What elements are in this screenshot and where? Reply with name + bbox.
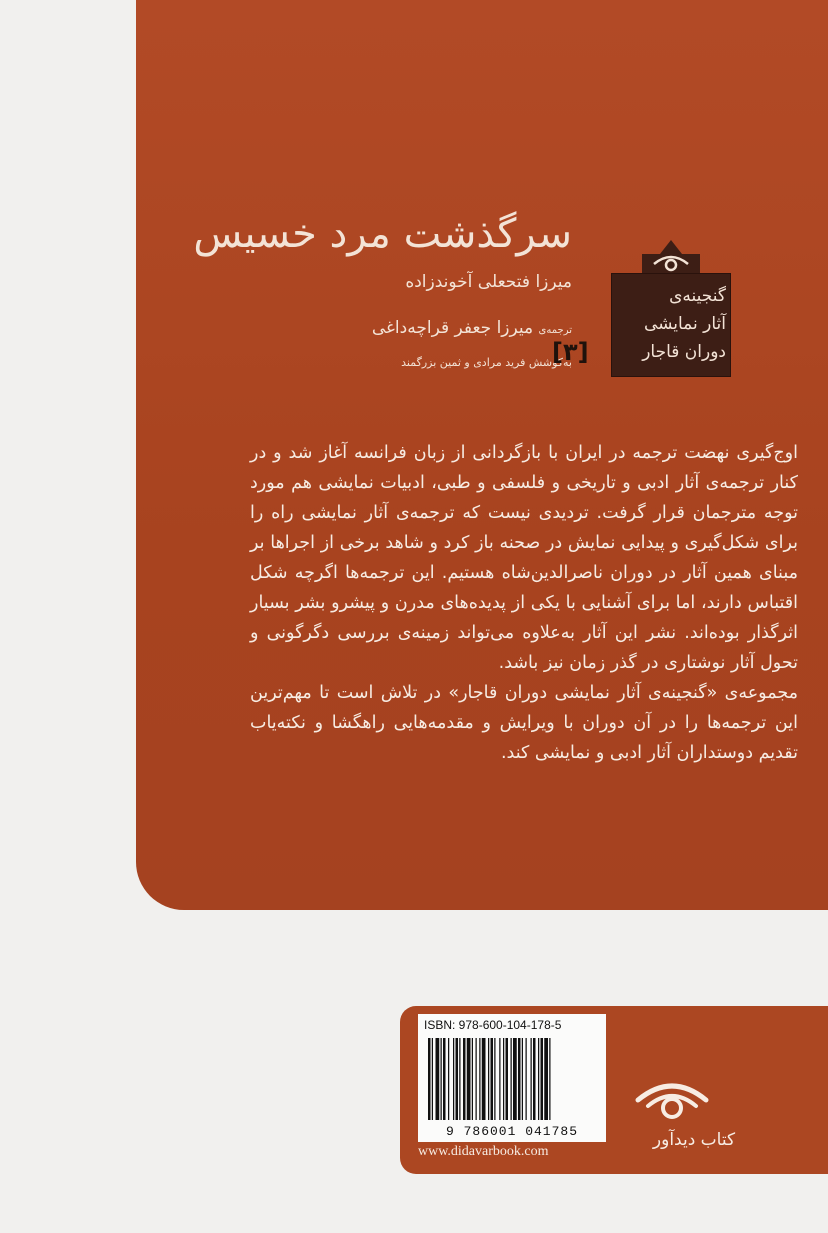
series-line-2: آثار نمایشی: [643, 314, 726, 334]
eye-logo-icon: [632, 1070, 712, 1124]
series-number: [۳]: [552, 338, 589, 366]
description-paragraph-2: مجموعه‌ی «گنجینه‌ی آثار نمایشی دوران قاجار» در تلاش است تا مهم‌ترین این ترجمه‌ها را در آن دوران با ویرایش و مقدمه‌هایی راهگشا و نکته‌یاب تقدیم دوستداران آثار ادبی و نمایشی کند.: [250, 683, 798, 763]
publisher-name: کتاب دیدآور: [652, 1130, 736, 1150]
series-line-3: دوران قاجار: [642, 342, 726, 362]
translator-line: [152, 318, 572, 338]
barcode-digits: 9 786001 041785: [445, 1124, 579, 1139]
book-title: سرگذشت مرد خسیس: [193, 211, 572, 257]
editor-line: به‌کوشش فرید مرادی و ثمین بزرگمند: [401, 356, 572, 369]
series-line-1: گنجینه‌ی: [669, 286, 726, 306]
publisher-website[interactable]: www.didavarbook.com: [418, 1144, 549, 1159]
barcode-icon: [426, 1038, 598, 1122]
translator-prefix: ترجمه‌ی: [538, 325, 572, 336]
isbn-label: ISBN: 978-600-104-178-5: [424, 1018, 562, 1032]
barcode-panel: [400, 1006, 828, 1174]
author-name: میرزا فتحعلی آخوندزاده: [405, 272, 572, 292]
series-logo-text: [612, 282, 726, 366]
translator-name: میرزا جعفر قراچه‌داغی: [371, 318, 534, 338]
description: [250, 438, 798, 768]
barcode-card: [418, 1014, 606, 1142]
description-paragraph-1: اوج‌گیری نهضت ترجمه در ایران با بازگردانی از زبان فرانسه آغاز شد و در کنار ترجمه‌ی آثار ادبی و تاریخی و فلسفی و طبی، ادبیات نمایشی هم مورد توجه مترجمان قرار گرفت. تردیدی نیست که ترجمه‌ی آثار نمایشی راه را برای شکل‌گیری و پیدایی نمایش در صحنه باز کرد و شاهد برخی از اجراها بر مبنای همین آثار در دوران ناصرالدین‌شاه هستیم. این ترجمه‌ها اگرچه شکل اقتباس دارند، اما برای آشنایی با یکی از پدیده‌های مدرن و پیشرو بشر بسیار اثرگذار بوده‌اند. نشر این آثار به‌علاوه می‌تواند زمینه‌ی بررسی دگرگونی و تحول آثار نوشتاری در گذر زمان نیز باشد.: [250, 443, 798, 673]
series-logo: [612, 232, 730, 376]
